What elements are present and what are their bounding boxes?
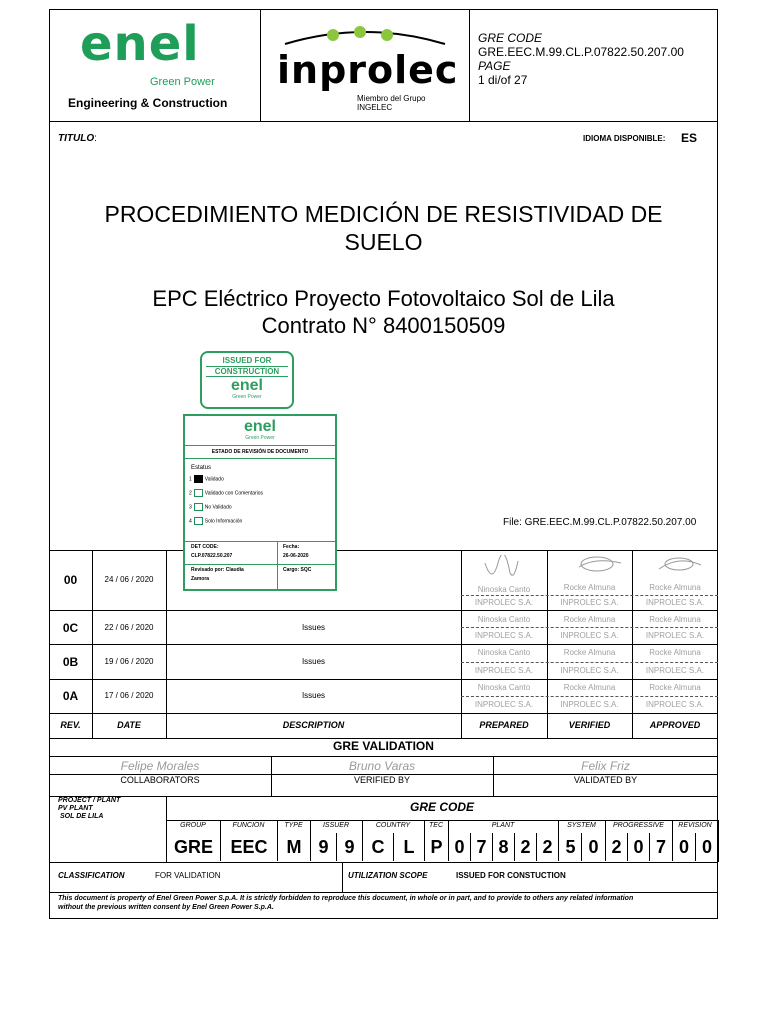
project-plant-label-line1: PROJECT / PLANT: [58, 797, 121, 804]
document-title: [49, 200, 718, 256]
col-approved: APPROVED: [649, 720, 701, 730]
cargo-label: Cargo: SQC: [283, 567, 312, 573]
page-label: PAGE: [478, 59, 511, 73]
header-divider: [260, 9, 261, 121]
code-label-revision: REVISION: [678, 822, 712, 829]
gre-code-value-cell: 0: [448, 833, 470, 861]
document-title-line2: SUELO: [344, 229, 423, 255]
classification-label: CLASSIFICATION: [58, 871, 125, 880]
prepared-name: Ninoska Canto: [477, 683, 531, 692]
project-plant-label-line2: PV PLANT: [58, 805, 93, 812]
collaborators-name: Felipe Morales: [120, 759, 200, 773]
rev-date: 19 / 06 / 2020: [104, 657, 154, 666]
code-label-issuer: ISSUER: [322, 822, 350, 829]
enel-logo-sub: Green Power: [150, 76, 215, 88]
classification-value: FOR VALIDATION: [155, 871, 221, 880]
gre-code-value-cell: 5: [558, 833, 582, 861]
approved-company: INPROLEC S.A.: [645, 700, 705, 709]
checkbox-icon: [194, 489, 203, 497]
code-label-system: SYSTEM: [567, 822, 596, 829]
enel-division: Engineering & Construction: [68, 96, 228, 110]
signature-icon: [575, 553, 625, 575]
fecha-label: Fecha:: [283, 544, 300, 550]
rev-description: Issues: [301, 691, 326, 700]
approved-name: Rocke Almuna: [649, 615, 701, 624]
review-stamp-logo-sub: Green Power: [245, 435, 275, 441]
gre-code-value-cell: 8: [492, 833, 514, 861]
gre-code-value-cell: 0: [581, 833, 605, 861]
approved-name: Rocke Almuna: [649, 648, 701, 657]
utilization-scope-label: UTILIZATION SCOPE: [348, 871, 428, 880]
verified-name: Rocke Almuna: [563, 583, 616, 592]
prepared-name: Ninoska Canto: [477, 648, 531, 657]
signature-icon: [480, 555, 520, 585]
col-description: DESCRIPTION: [282, 720, 345, 730]
enel-logo-text: enel: [80, 16, 200, 72]
header-divider: [469, 9, 470, 121]
rev-table-top: [49, 550, 718, 551]
review-status-stamp: [183, 414, 337, 591]
issued-for-construction-stamp: [200, 351, 294, 409]
gre-code-value-cell: 0: [627, 833, 649, 861]
enel-logo: [80, 18, 230, 98]
gre-code-value-cell: 7: [470, 833, 492, 861]
prepared-company: INPROLEC S.A.: [474, 700, 534, 709]
header-bottom-line: [49, 121, 718, 122]
approved-name: Rocke Almuna: [649, 583, 701, 592]
col-verified: VERIFIED: [568, 720, 611, 730]
stamp-logo-sub: Green Power: [232, 394, 262, 400]
rev-number: 00: [63, 573, 78, 587]
revisado-label: Revisado por: Claudia: [191, 567, 244, 573]
status-option: 1 Validado: [189, 476, 224, 483]
idioma-value: ES: [681, 131, 698, 145]
code-label-type: TYPE: [284, 822, 303, 829]
checkbox-icon: [194, 503, 203, 511]
estatus-label: Estatus: [191, 465, 212, 471]
status-option: 3 No Validado: [189, 504, 232, 511]
det-code-value: CLP.07822.50.207: [191, 553, 233, 559]
verified-company: INPROLEC S.A.: [560, 666, 619, 675]
gre-code-value-cell: 0: [695, 833, 718, 861]
verified-name: Rocke Almuna: [563, 648, 616, 657]
fecha-value: 26-06-2020: [283, 553, 309, 559]
verified-name: Rocke Almuna: [563, 615, 616, 624]
gre-code-value-cell: EEC: [220, 833, 277, 861]
status-options: [189, 475, 335, 531]
legal-notice: [58, 894, 713, 912]
gre-code-value-cell: P: [424, 833, 448, 861]
gre-code-label: GRE CODE: [478, 31, 543, 45]
gre-code-value-cell: 2: [514, 833, 536, 861]
project-title-line1: EPC Eléctrico Proyecto Fotovoltaico Sol de Lila: [152, 286, 615, 311]
approved-company: INPROLEC S.A.: [645, 666, 705, 675]
rev-date: 24 / 06 / 2020: [104, 575, 154, 584]
gre-validation-title: GRE VALIDATION: [333, 739, 434, 753]
verified-company: INPROLEC S.A.: [560, 598, 619, 607]
rev-number: 0B: [62, 655, 79, 669]
validated-by-label: VALIDATED BY: [573, 775, 638, 785]
col-prepared: PREPARED: [479, 720, 529, 730]
utilization-scope-value: ISSUED FOR CONSTUCTION: [456, 871, 566, 880]
checkbox-checked-icon: [194, 475, 203, 483]
gre-code-value-cell: L: [393, 833, 424, 861]
prepared-company: INPROLEC S.A.: [474, 631, 534, 640]
gre-code-value-cell: 7: [649, 833, 672, 861]
legal-notice-line2: without the previous written consent by Enel Green Power S.p.A.: [58, 904, 274, 911]
prepared-company: INPROLEC S.A.: [474, 666, 534, 675]
code-label-plant: PLANT: [491, 822, 515, 829]
verified-company: INPROLEC S.A.: [560, 700, 619, 709]
rev-number: 0C: [62, 621, 79, 635]
gre-code-value-cell: C: [362, 833, 393, 861]
stamp-logo: enel: [230, 377, 263, 394]
idioma-label: IDIOMA DISPONIBLE:: [583, 134, 666, 143]
col-rev: REV.: [60, 720, 81, 730]
code-label-tec: TEC: [429, 822, 443, 829]
project-plant-label: [58, 797, 120, 821]
col-date: DATE: [117, 720, 141, 730]
checkbox-icon: [194, 517, 203, 525]
prepared-name: Ninoska Canto: [477, 615, 531, 624]
gre-code-value: GRE.EEC.M.99.CL.P.07822.50.207.00: [478, 45, 684, 59]
rev-date: 22 / 06 / 2020: [104, 623, 154, 632]
code-label-progressive: PROGRESSIVE: [613, 822, 664, 829]
project-contract-line: Contrato N° 8400150509: [261, 313, 506, 338]
status-option: 2 Validado con Comentarios: [189, 490, 264, 497]
prepared-name: Ninoska Canto: [477, 585, 531, 594]
gre-code-value-cell: 9: [310, 833, 336, 861]
rev-date: 17 / 06 / 2020: [104, 691, 154, 700]
gre-code-value-cell: 9: [336, 833, 362, 861]
review-stamp-logo: enel: [243, 418, 276, 435]
stamp-line2: CONSTRUCTION: [206, 366, 288, 377]
gre-code-block-title: GRE CODE: [409, 800, 474, 814]
status-option: 4 Solo Información: [189, 518, 243, 525]
approved-name: Rocke Almuna: [649, 683, 701, 692]
det-code-label: DET CODE:: [191, 544, 219, 550]
gre-code-value-cell: M: [277, 833, 310, 861]
prepared-company: INPROLEC S.A.: [474, 598, 534, 607]
revisado-value: Zamora: [191, 576, 210, 582]
inprolec-logo-sub: Miembro del Grupo INGELEC: [357, 94, 426, 112]
project-title: [49, 285, 718, 339]
validated-by-name: Felix Friz: [581, 759, 630, 773]
inprolec-logo: [275, 22, 459, 112]
gre-code-value-cell: 0: [672, 833, 695, 861]
gre-code-value-cell: 2: [605, 833, 627, 861]
project-plant-label-line3: SOL DE LILA: [60, 813, 104, 820]
rev-description: Issues: [301, 657, 326, 666]
rev-description: Issues: [301, 623, 326, 632]
document-title-line1: PROCEDIMIENTO MEDICIÓN DE RESISTIVIDAD DE: [104, 201, 663, 227]
code-label-funcion: FUNCION: [232, 822, 265, 829]
review-stamp-heading: ESTADO DE REVISIÓN DE DOCUMENTO: [185, 445, 335, 459]
verified-by-label: VERIFIED BY: [353, 775, 410, 785]
stamp-line1: ISSUED FOR: [222, 356, 272, 365]
rev-number: 0A: [62, 689, 79, 703]
titulo-label: TITULO:: [58, 133, 97, 144]
collaborators-label: COLLABORATORS: [120, 775, 200, 785]
inprolec-logo-text: inprolec: [277, 48, 459, 92]
file-reference: File: GRE.EEC.M.99.CL.P.07822.50.207.00: [503, 517, 697, 528]
verified-by-name: Bruno Varas: [348, 759, 416, 773]
verified-company: INPROLEC S.A.: [560, 631, 619, 640]
signature-icon: [655, 553, 705, 575]
verified-name: Rocke Almuna: [563, 683, 616, 692]
gre-code-value-cell: 2: [536, 833, 558, 861]
code-label-group: GROUP: [180, 822, 206, 829]
legal-notice-line1: This document is property of Enel Green Power S.p.A. It is strictly forbidden to reproduce this document, in whole or in part, and to provide to others any related information: [58, 895, 634, 902]
approved-company: INPROLEC S.A.: [645, 631, 705, 640]
page-value: 1 di/of 27: [478, 73, 528, 87]
approved-company: INPROLEC S.A.: [645, 598, 705, 607]
gre-code-value-cell: GRE: [166, 833, 220, 861]
code-label-country: COUNTRY: [375, 822, 411, 829]
